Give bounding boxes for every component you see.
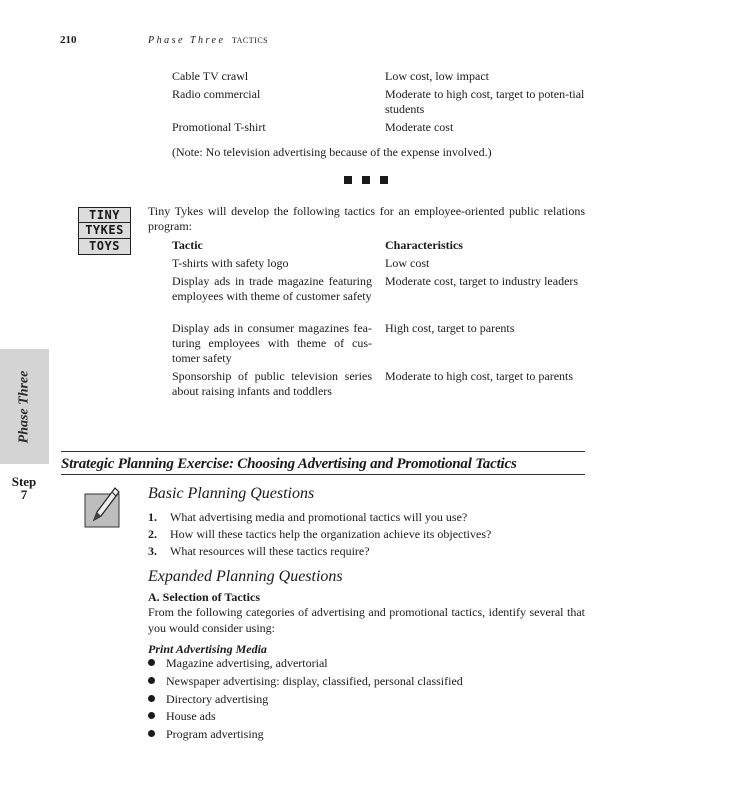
page-number: 210 xyxy=(60,34,77,46)
tactic-cell: Display ads in trade magazine featuring employees with theme of customer safety xyxy=(172,274,372,303)
bullet-icon xyxy=(148,712,155,719)
list-item xyxy=(148,692,268,707)
item-number: 2. xyxy=(148,527,157,541)
square-separator-icon xyxy=(380,176,388,184)
characteristics-cell: Moderate to high cost, target to parents xyxy=(385,369,574,383)
item-text: How will these tactics help the organization achieve its objectives? xyxy=(170,527,492,541)
list-item xyxy=(148,709,216,724)
item-text: Newspaper advertising: display, classified, personal classified xyxy=(166,674,463,688)
list-item xyxy=(148,544,370,559)
step-indicator xyxy=(10,475,38,501)
characteristics-cell: Low cost, low impact xyxy=(385,69,489,83)
item-text: What advertising media and promotional tactics will you use? xyxy=(170,510,468,524)
tiny-tykes-logo xyxy=(78,207,131,255)
selection-text: From the following categories of advertising and promotional tactics, identify several that you would consider using: xyxy=(148,605,585,635)
item-text: House ads xyxy=(166,709,216,723)
running-head-section: TACTICS xyxy=(231,36,269,45)
characteristics-cell: Moderate cost xyxy=(385,120,454,134)
list-item xyxy=(148,527,491,542)
tactic-cell: Cable TV crawl xyxy=(172,69,249,83)
logo-word: TYKES xyxy=(78,223,131,239)
logo-word: TINY xyxy=(78,207,131,223)
item-text: Directory advertising xyxy=(166,692,269,706)
column-header-characteristics: Characteristics xyxy=(385,238,463,252)
characteristics-cell: Moderate cost, target to industry leaders xyxy=(385,274,579,288)
item-text: What resources will these tactics require? xyxy=(170,544,370,558)
expanded-planning-heading: Expanded Planning Questions xyxy=(148,568,343,585)
characteristics-cell: Moderate to high cost, target to poten-tial students xyxy=(385,87,585,116)
step-word: Step xyxy=(11,474,37,489)
tactic-cell: T-shirts with safety logo xyxy=(172,256,289,270)
bullet-icon xyxy=(148,659,155,666)
tactic-cell: Radio commercial xyxy=(172,87,261,101)
item-text: Program advertising xyxy=(166,727,264,741)
divider xyxy=(61,474,585,475)
column-header-tactic: Tactic xyxy=(172,238,203,252)
bullet-icon xyxy=(148,730,155,737)
tactic-cell: Sponsorship of public television series about raising infants and toddlers xyxy=(172,369,372,398)
basic-planning-heading: Basic Planning Questions xyxy=(148,485,315,502)
item-text: Magazine advertising, advertorial xyxy=(166,656,328,670)
characteristics-cell: Low cost xyxy=(385,256,430,270)
phase-side-tab xyxy=(0,349,49,464)
table-note: (Note: No television advertising because of the expense involved.) xyxy=(172,145,492,159)
bullet-icon xyxy=(148,677,155,684)
pencil-icon xyxy=(84,484,120,528)
step-number: 7 xyxy=(20,487,28,502)
list-item xyxy=(148,727,264,742)
item-number: 1. xyxy=(148,510,157,524)
square-separator-icon xyxy=(344,176,352,184)
square-separator-icon xyxy=(362,176,370,184)
tactic-cell: Display ads in consumer magazines fea-turing employees with theme of cus-tomer safety xyxy=(172,321,372,365)
bullet-icon xyxy=(148,695,155,702)
list-item xyxy=(148,674,463,689)
divider xyxy=(61,451,585,452)
logo-word: TOYS xyxy=(78,239,131,255)
list-item xyxy=(148,656,328,671)
print-advertising-heading: Print Advertising Media xyxy=(148,642,267,656)
tiny-tykes-intro: Tiny Tykes will develop the following tactics for an employee-oriented public relations program: xyxy=(148,204,585,233)
exercise-title: Strategic Planning Exercise: Choosing Advertising and Promotional Tactics xyxy=(61,456,517,472)
characteristics-cell: High cost, target to parents xyxy=(385,321,515,335)
selection-heading: A. Selection of Tactics xyxy=(148,590,260,604)
list-item xyxy=(148,510,467,525)
item-number: 3. xyxy=(148,544,157,558)
running-head xyxy=(148,35,268,46)
tactic-cell: Promotional T-shirt xyxy=(172,120,266,134)
running-head-phase: Phase Three xyxy=(148,35,226,46)
side-tab-label: Phase Three xyxy=(16,370,32,443)
